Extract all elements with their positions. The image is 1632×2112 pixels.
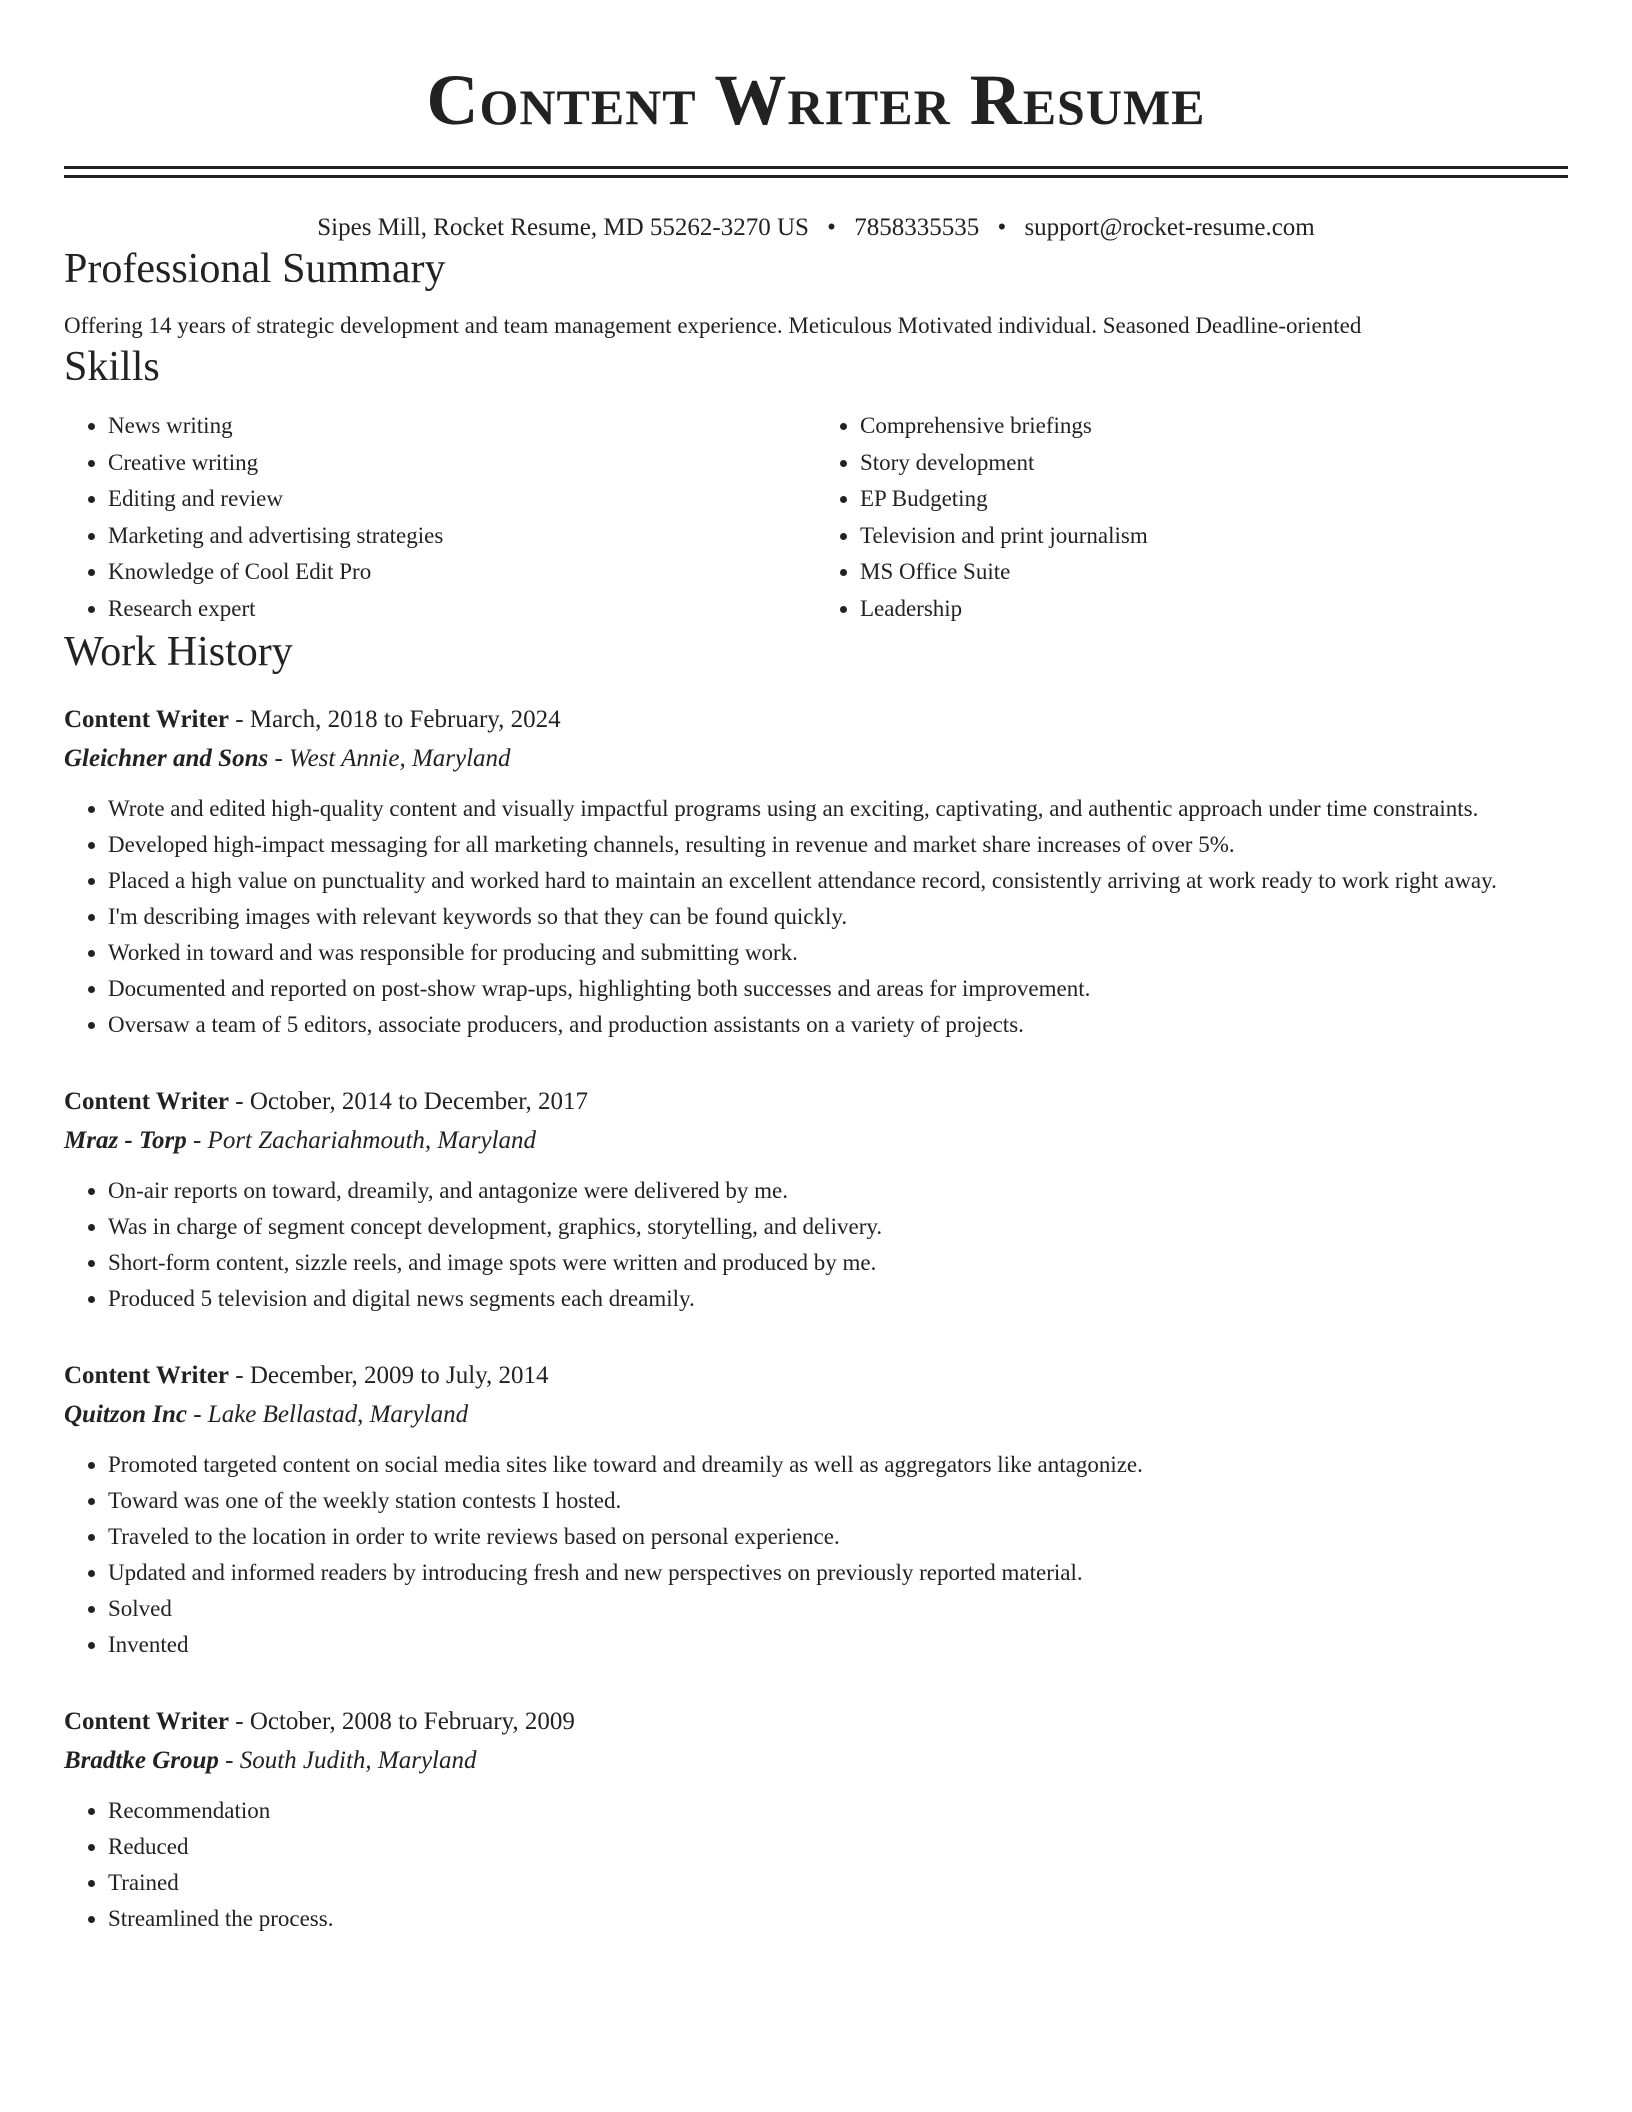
job-bullet: • Worked in toward and was responsible for producing and submitting work. [108, 935, 1568, 971]
job-dates: - December, 2009 to July, 2014 [229, 1362, 549, 1389]
job-bullet: • Streamlined the process. [108, 1901, 1568, 1937]
job-title: Content Writer [64, 1708, 230, 1735]
title-divider-bottom [64, 175, 1568, 178]
job-title: Content Writer [64, 706, 230, 733]
job-bullets [64, 791, 1568, 1043]
job-bullets [64, 1793, 1568, 1937]
company-line [64, 1741, 1568, 1781]
job-bullet: • Wrote and edited high-quality content and visually impactful programs using an exciting, captivating, and authentic approach under time constraints. [108, 791, 1568, 827]
job-bullet: • Documented and reported on post-show wrap-ups, highlighting both successes and areas for improvement. [108, 971, 1568, 1007]
skills-heading: Skills [64, 344, 160, 390]
skill-item: • Knowledge of Cool Edit Pro [108, 554, 816, 591]
job-dates: - October, 2008 to February, 2009 [229, 1708, 575, 1735]
contact-phone: 7858335535 [854, 214, 980, 241]
skill-item: • EP Budgeting [860, 481, 1568, 518]
contact-email: support@rocket-resume.com [1024, 214, 1315, 241]
job-bullet: • Recommendation [108, 1793, 1568, 1829]
work-history-heading: Work History [64, 629, 293, 675]
skill-item: • Television and print journalism [860, 518, 1568, 555]
skill-item: • Editing and review [108, 481, 816, 518]
contact-separator: • [827, 214, 836, 241]
company-line [64, 1121, 1568, 1161]
job-dates: - October, 2014 to December, 2017 [229, 1088, 589, 1115]
job-bullet: • I'm describing images with relevant keywords so that they can be found quickly. [108, 899, 1568, 935]
contact-address: Sipes Mill, Rocket Resume, MD 55262-3270 US [317, 214, 809, 241]
company-location: - West Annie, Maryland [268, 745, 511, 772]
job-bullet: • Short-form content, sizzle reels, and image spots were written and produced by me. [108, 1245, 1568, 1281]
job-dates: - March, 2018 to February, 2024 [229, 706, 561, 733]
company-location: - South Judith, Maryland [218, 1747, 477, 1774]
skill-item: • Comprehensive briefings [860, 408, 1568, 445]
company-name: Bradtke Group [64, 1747, 219, 1774]
job-entry [64, 1703, 1568, 1937]
job-bullet: • Produced 5 television and digital news segments each dreamily. [108, 1281, 1568, 1317]
job-entry [64, 701, 1568, 1043]
resume-title: Content Writer Resume [426, 60, 1206, 140]
skills-list [64, 408, 1568, 627]
job-bullets [64, 1447, 1568, 1663]
skills-column-right [816, 408, 1568, 627]
job-bullet: • Traveled to the location in order to write reviews based on personal experience. [108, 1519, 1568, 1555]
company-name: Mraz - Torp [64, 1127, 187, 1154]
summary-text: Offering 14 years of strategic development and team management experience. Meticulous Motivated individual. Seasoned Deadline-oriented [64, 313, 1362, 338]
company-line [64, 739, 1568, 779]
job-entry [64, 1357, 1568, 1663]
job-bullet: • Invented [108, 1627, 1568, 1663]
job-bullet: • Trained [108, 1865, 1568, 1901]
skill-item: • Story development [860, 445, 1568, 482]
job-bullet: • Was in charge of segment concept development, graphics, storytelling, and delivery. [108, 1209, 1568, 1245]
job-title-line [64, 1703, 1568, 1741]
skill-item: • MS Office Suite [860, 554, 1568, 591]
company-name: Gleichner and Sons [64, 745, 269, 772]
job-bullet: • Updated and informed readers by introducing fresh and new perspectives on previously reported material. [108, 1555, 1568, 1591]
job-bullet: • Oversaw a team of 5 editors, associate producers, and production assistants on a variety of projects. [108, 1007, 1568, 1043]
company-location: - Lake Bellastad, Maryland [186, 1401, 469, 1428]
skill-item: • News writing [108, 408, 816, 445]
job-bullets [64, 1173, 1568, 1317]
job-title: Content Writer [64, 1088, 230, 1115]
skill-item: • Research expert [108, 591, 816, 628]
job-title-line [64, 1357, 1568, 1395]
job-entry [64, 1083, 1568, 1317]
job-bullet: • Placed a high value on punctuality and worked hard to maintain an excellent attendance record, consistently arriving at work ready to work right away. [108, 863, 1568, 899]
skill-item: • Creative writing [108, 445, 816, 482]
job-bullet: • On-air reports on toward, dreamily, and antagonize were delivered by me. [108, 1173, 1568, 1209]
job-title-line [64, 701, 1568, 739]
skill-item: • Marketing and advertising strategies [108, 518, 816, 555]
job-title-line [64, 1083, 1568, 1121]
job-bullet: • Developed high-impact messaging for all marketing channels, resulting in revenue and market share increases of over 5%. [108, 827, 1568, 863]
job-title: Content Writer [64, 1362, 230, 1389]
title-divider-top [64, 166, 1568, 169]
skills-column-left [64, 408, 816, 627]
skill-item: • Leadership [860, 591, 1568, 628]
summary-heading: Professional Summary [64, 246, 446, 292]
company-line [64, 1395, 1568, 1435]
job-bullet: • Toward was one of the weekly station contests I hosted. [108, 1483, 1568, 1519]
contact-separator: • [997, 214, 1007, 241]
job-bullet: • Reduced [108, 1829, 1568, 1865]
company-location: - Port Zachariahmouth, Maryland [186, 1127, 537, 1154]
contact-line [64, 212, 1568, 244]
company-name: Quitzon Inc [64, 1401, 187, 1428]
job-bullet: • Promoted targeted content on social media sites like toward and dreamily as well as aggregators like antagonize. [108, 1447, 1568, 1483]
job-bullet: • Solved [108, 1591, 1568, 1627]
